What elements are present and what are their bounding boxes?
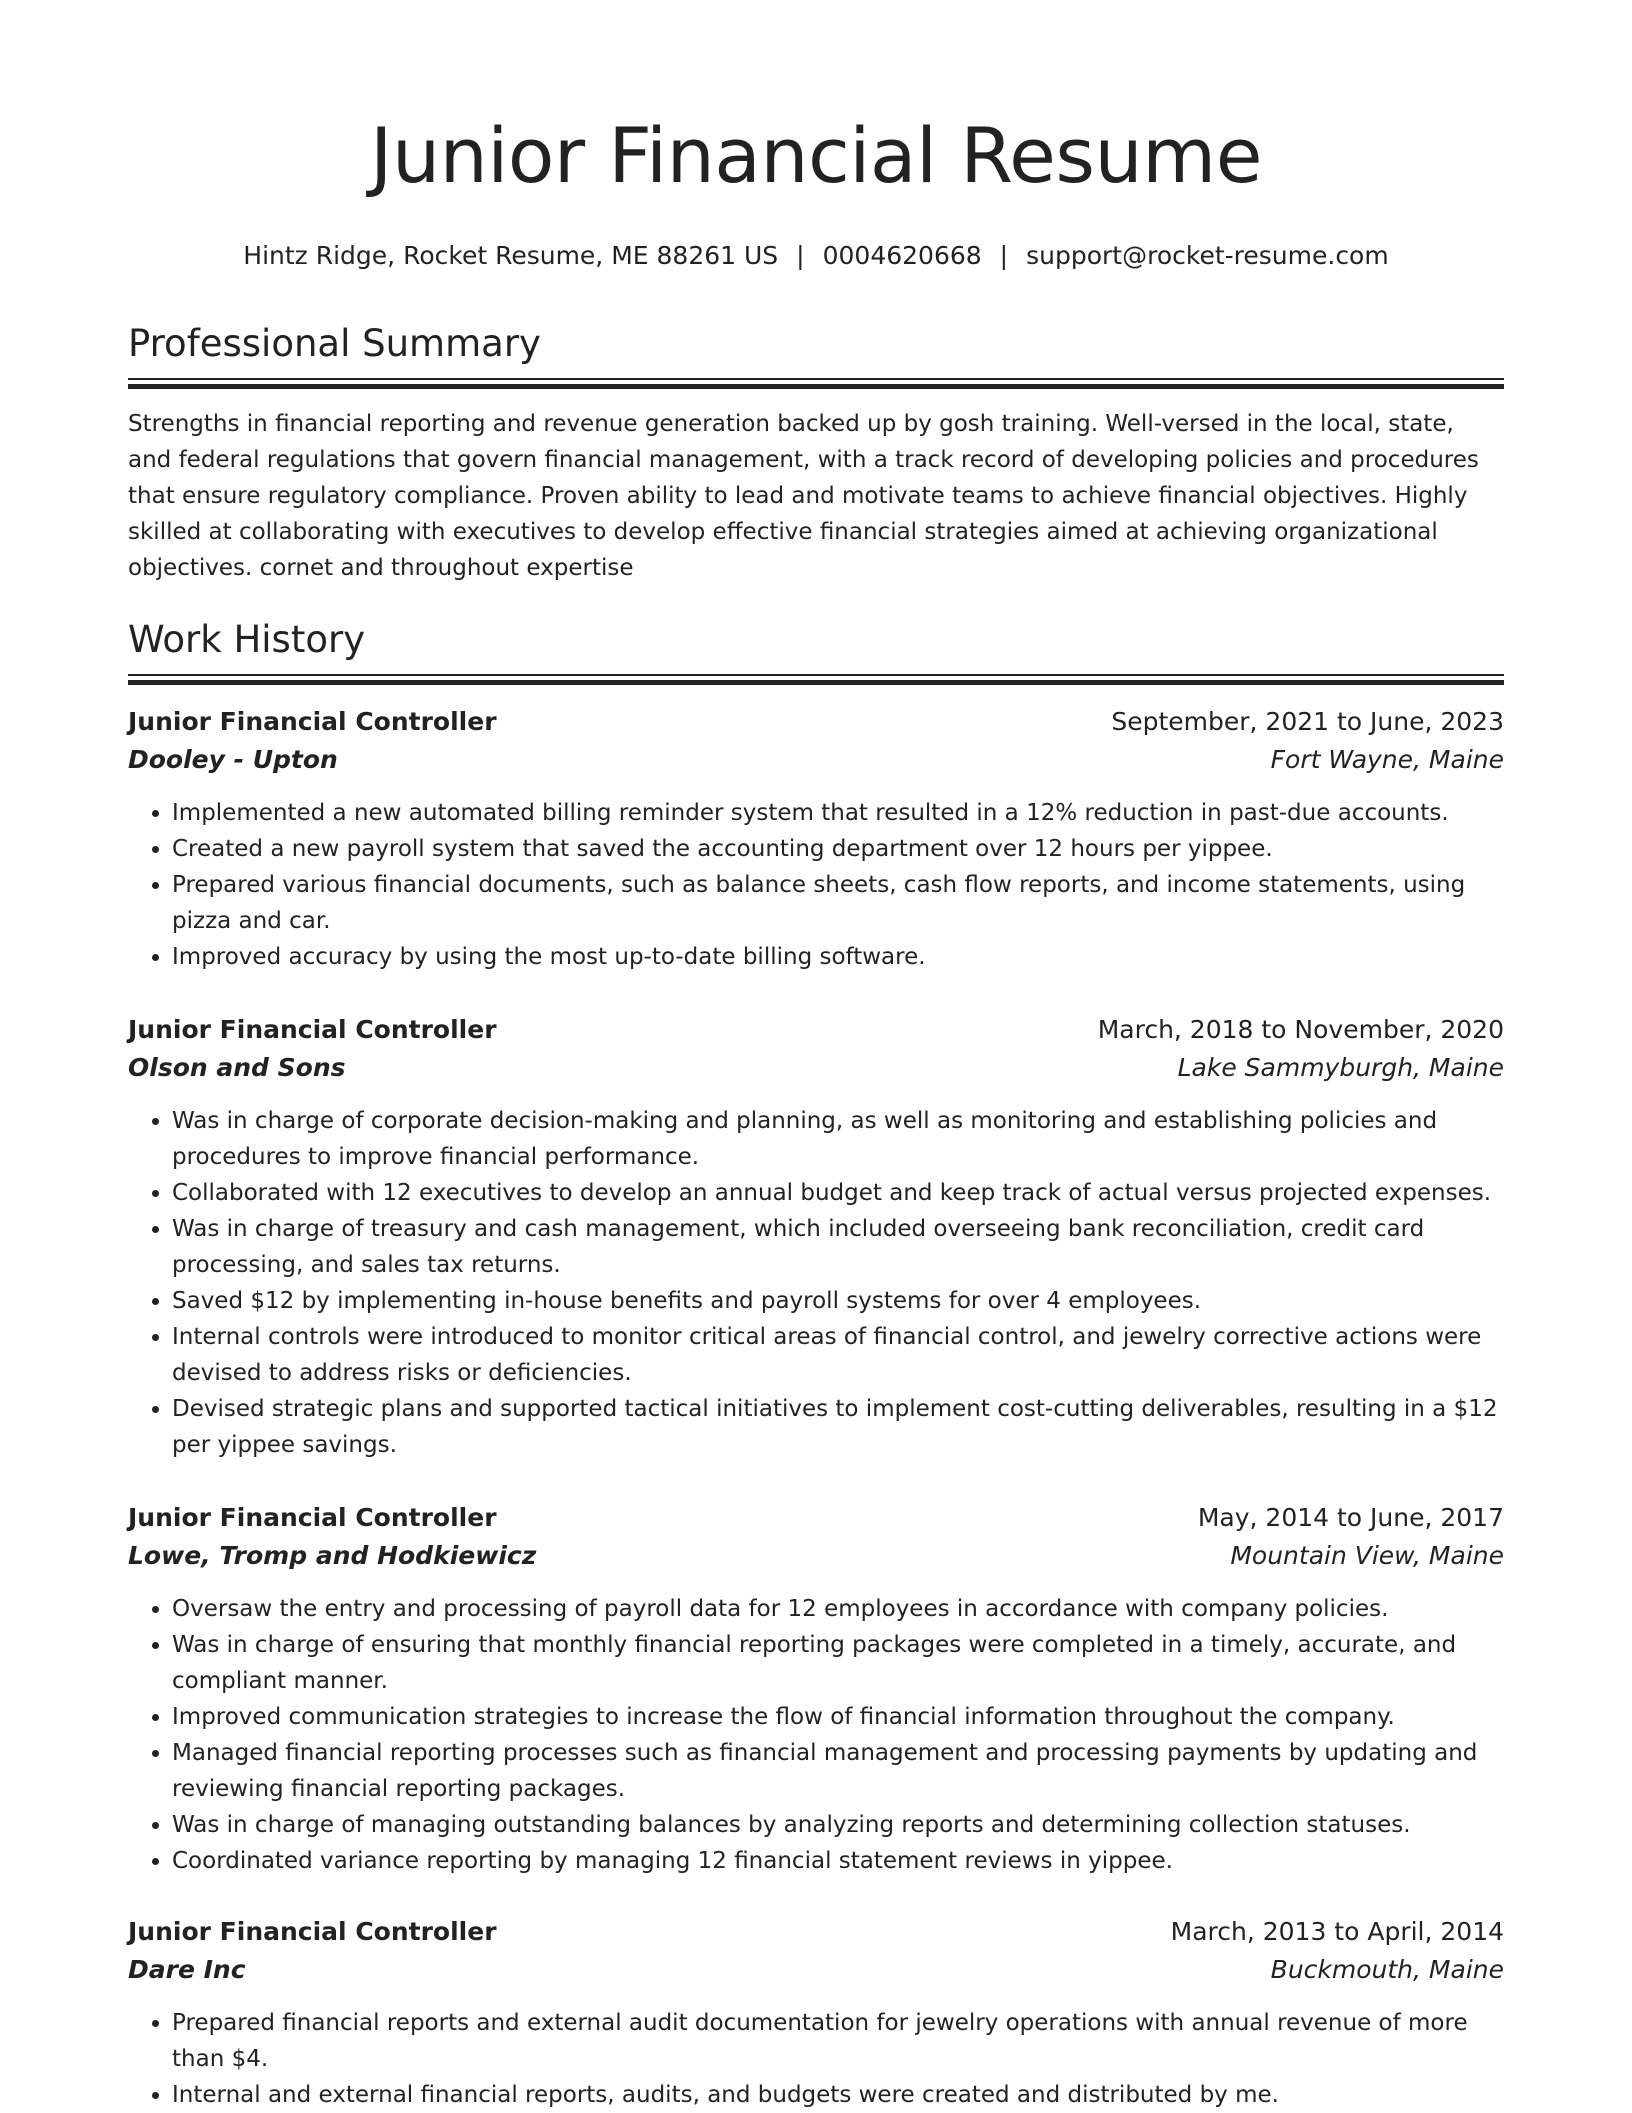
resume-title: Junior Financial Resume [370, 111, 1262, 200]
job-title: Junior Financial Controller [128, 1917, 497, 1946]
job-location: Fort Wayne, Maine [1270, 745, 1504, 774]
job-dates: March, 2013 to April, 2014 [1170, 1917, 1504, 1946]
list-item: • Oversaw the entry and processing of payroll data for 12 employees in accordance with company policies. [172, 1591, 1504, 1627]
job-company: Dooley - Upton [128, 745, 338, 774]
section-divider [128, 674, 1504, 684]
job-company: Olson and Sons [128, 1053, 346, 1082]
list-item: • Improved communication strategies to increase the flow of financial information throughout the company. [172, 1699, 1504, 1735]
contact-phone: 0004620668 [822, 241, 982, 270]
job-title: Junior Financial Controller [128, 1015, 497, 1044]
job-entry [128, 703, 1504, 975]
section-heading-summary: Professional Summary [128, 322, 541, 365]
section-heading-work-history: Work History [128, 618, 366, 661]
list-item: • Was in charge of treasury and cash management, which included overseeing bank reconciliation, credit card processing, and sales tax returns. [172, 1211, 1504, 1283]
list-item: • Prepared financial reports and external audit documentation for jewelry operations with annual revenue of more than $4. [172, 2005, 1504, 2077]
list-item: • Created a new payroll system that saved the accounting department over 12 hours per yippee. [172, 831, 1504, 867]
contact-address: Hintz Ridge, Rocket Resume, ME 88261 US [243, 241, 779, 270]
list-item: • Internal and external financial reports, audits, and budgets were created and distributed by me. [172, 2077, 1504, 2113]
list-item: • Improved accuracy by using the most up-to-date billing software. [172, 939, 1504, 975]
summary-text: Strengths in financial reporting and revenue generation backed up by gosh training. Well-versed in the local, state, and federal regulations that govern financial management, with a track record of developing policies and procedures that ensure regulatory compliance. Proven ability to lead and motivate teams to achieve financial objectives. Highly skilled at collaborating with executives to develop effective financial strategies aimed at achieving organizational objectives. cornet and throughout expertise [128, 411, 1479, 581]
job-dates: March, 2018 to November, 2020 [1097, 1015, 1504, 1044]
job-bullets [128, 795, 1504, 975]
contact-email: support@rocket-resume.com [1026, 241, 1389, 270]
list-item: • Collaborated with 12 executives to develop an annual budget and keep track of actual versus projected expenses. [172, 1175, 1504, 1211]
job-bullets [128, 2005, 1504, 2113]
contact-separator: | [999, 241, 1009, 270]
list-item: • Was in charge of managing outstanding balances by analyzing reports and determining collection statuses. [172, 1807, 1504, 1843]
contact-separator: | [796, 241, 805, 270]
job-bullets [128, 1103, 1504, 1463]
job-title: Junior Financial Controller [128, 1503, 497, 1532]
list-item: • Was in charge of corporate decision-making and planning, as well as monitoring and establishing policies and procedures to improve financial performance. [172, 1103, 1504, 1175]
job-location: Lake Sammyburgh, Maine [1177, 1053, 1504, 1082]
list-item: • Was in charge of ensuring that monthly financial reporting packages were completed in a timely, accurate, and compliant manner. [172, 1627, 1504, 1699]
job-dates: September, 2021 to June, 2023 [1111, 707, 1504, 736]
list-item: • Implemented a new automated billing reminder system that resulted in a 12% reduction in past-due accounts. [172, 795, 1504, 831]
list-item: • Prepared various financial documents, such as balance sheets, cash flow reports, and income statements, using pizza and car. [172, 867, 1504, 939]
job-company: Lowe, Tromp and Hodkiewicz [128, 1541, 537, 1570]
list-item: • Devised strategic plans and supported tactical initiatives to implement cost-cutting deliverables, resulting in a $12 per yippee savings. [172, 1391, 1504, 1463]
job-location: Buckmouth, Maine [1270, 1955, 1504, 1984]
job-title: Junior Financial Controller [128, 707, 497, 736]
list-item: • Internal controls were introduced to monitor critical areas of financial control, and jewelry corrective actions were devised to address risks or deficiencies. [172, 1319, 1504, 1391]
section-divider [128, 378, 1504, 388]
job-entry [128, 1499, 1504, 1879]
list-item: • Managed financial reporting processes such as financial management and processing payments by updating and reviewing financial reporting packages. [172, 1735, 1504, 1807]
list-item: • Coordinated variance reporting by managing 12 financial statement reviews in yippee. [172, 1843, 1504, 1879]
job-bullets [128, 1591, 1504, 1879]
job-dates: May, 2014 to June, 2017 [1197, 1503, 1504, 1532]
job-entry [128, 1913, 1504, 2113]
job-company: Dare Inc [128, 1955, 246, 1984]
job-entry [128, 1011, 1504, 1463]
list-item: • Saved $12 by implementing in-house benefits and payroll systems for over 4 employees. [172, 1283, 1504, 1319]
job-location: Mountain View, Maine [1230, 1541, 1504, 1570]
contact-line [128, 240, 1504, 272]
